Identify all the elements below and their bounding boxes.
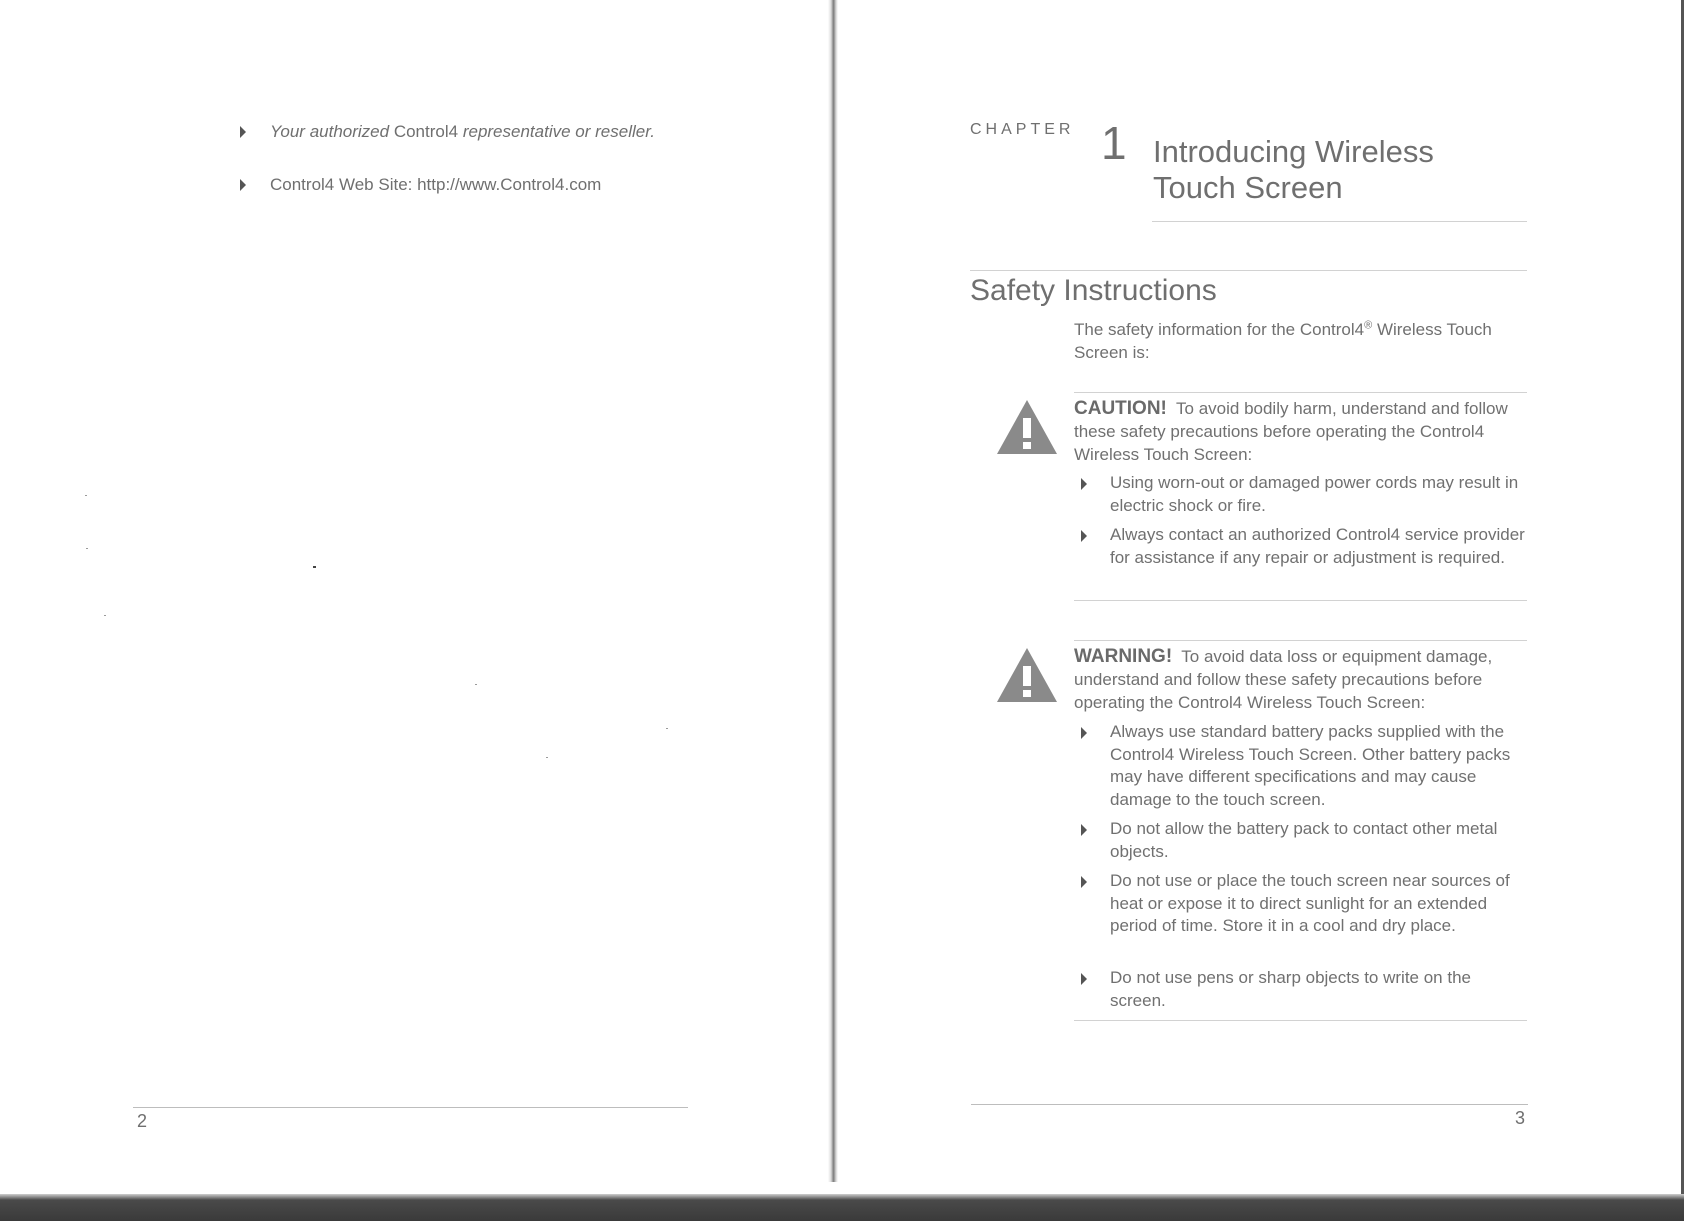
- title-rule: [1152, 221, 1527, 222]
- caution-bottom-rule: [1074, 600, 1527, 601]
- page-number: 2: [137, 1111, 148, 1131]
- scan-speck: [666, 728, 668, 729]
- bullet-icon: [240, 179, 246, 191]
- scan-speck: [104, 615, 106, 616]
- scan-speck: [475, 684, 477, 685]
- bullet-icon: [1081, 530, 1087, 542]
- warning-item: Do not use pens or sharp objects to write on the screen.: [1110, 968, 1471, 1010]
- list-item: Control4 Web Site: http://www.Control4.com: [270, 175, 602, 194]
- registered-mark: ®: [1364, 319, 1373, 332]
- footer-rule: [133, 1107, 688, 1108]
- caution-paragraph: [1074, 397, 1524, 466]
- intro-text: The safety information for the Control4: [1074, 320, 1365, 339]
- warning-paragraph: [1074, 645, 1524, 714]
- caution-warning-triangle-icon: [995, 398, 1059, 456]
- bullet-icon: [1081, 727, 1087, 739]
- warning-top-rule: [1074, 640, 1527, 641]
- section-rule: [970, 270, 1527, 271]
- intro-text: Wireless Touch Screen is:: [1074, 320, 1492, 362]
- warning-item: Do not allow the battery pack to contact other metal objects.: [1110, 819, 1498, 861]
- list-item-italic: representative or reseller.: [462, 122, 655, 141]
- warning-label: WARNING!: [1074, 646, 1173, 667]
- caution-label: CAUTION!: [1074, 398, 1167, 419]
- footer-rule: [971, 1104, 1528, 1105]
- caution-text: To avoid bodily harm, understand and follow these safety precautions before operating the Control4 Wireless Touch Screen:: [1074, 399, 1508, 464]
- list-item-italic: Your authorized: [270, 122, 390, 141]
- scan-speck: [86, 548, 88, 549]
- left-page: [0, 0, 828, 1195]
- scan-bottom-edge: [0, 1194, 1684, 1221]
- bullet-icon: [1081, 876, 1087, 888]
- bullet-icon: [1081, 478, 1087, 490]
- bullet-icon: [1081, 973, 1087, 985]
- intro-paragraph: [1074, 318, 1524, 364]
- list-item: [270, 121, 660, 143]
- warning-triangle-icon: [995, 646, 1059, 704]
- chapter-number: 1: [1101, 117, 1127, 169]
- caution-item: Using worn-out or damaged power cords may result in electric shock or fire.: [1110, 473, 1519, 515]
- scan-speck: [85, 495, 87, 496]
- section-title: Safety Instructions: [970, 274, 1217, 307]
- chapter-title: Introducing Wireless Touch Screen: [1153, 134, 1434, 205]
- warning-bottom-rule: [1074, 1020, 1527, 1021]
- list-item-brand: Control4: [393, 122, 459, 141]
- bullet-icon: [1081, 824, 1087, 836]
- scan-speck: [546, 757, 548, 758]
- book-gutter: [828, 0, 838, 1182]
- warning-item: Do not use or place the touch screen near sources of heat or expose it to direct sunlight for an extended period of time. Store it in a cool and dry place.: [1110, 871, 1510, 935]
- caution-top-rule: [1074, 392, 1527, 393]
- chapter-label: CHAPTER: [970, 121, 1075, 138]
- scan-speck: [313, 566, 316, 568]
- bullet-icon: [240, 126, 246, 138]
- warning-text: To avoid data loss or equipment damage, understand and follow these safety precautions before operating the Control4 Wireless Touch Screen:: [1074, 647, 1493, 712]
- warning-item: Always use standard battery packs supplied with the Control4 Wireless Touch Screen. Other battery packs may have different specifications and may cause damage to the touch screen.: [1110, 722, 1511, 809]
- caution-item: Always contact an authorized Control4 service provider for assistance if any repair or adjustment is required.: [1110, 525, 1525, 567]
- page-number: 3: [1515, 1108, 1526, 1128]
